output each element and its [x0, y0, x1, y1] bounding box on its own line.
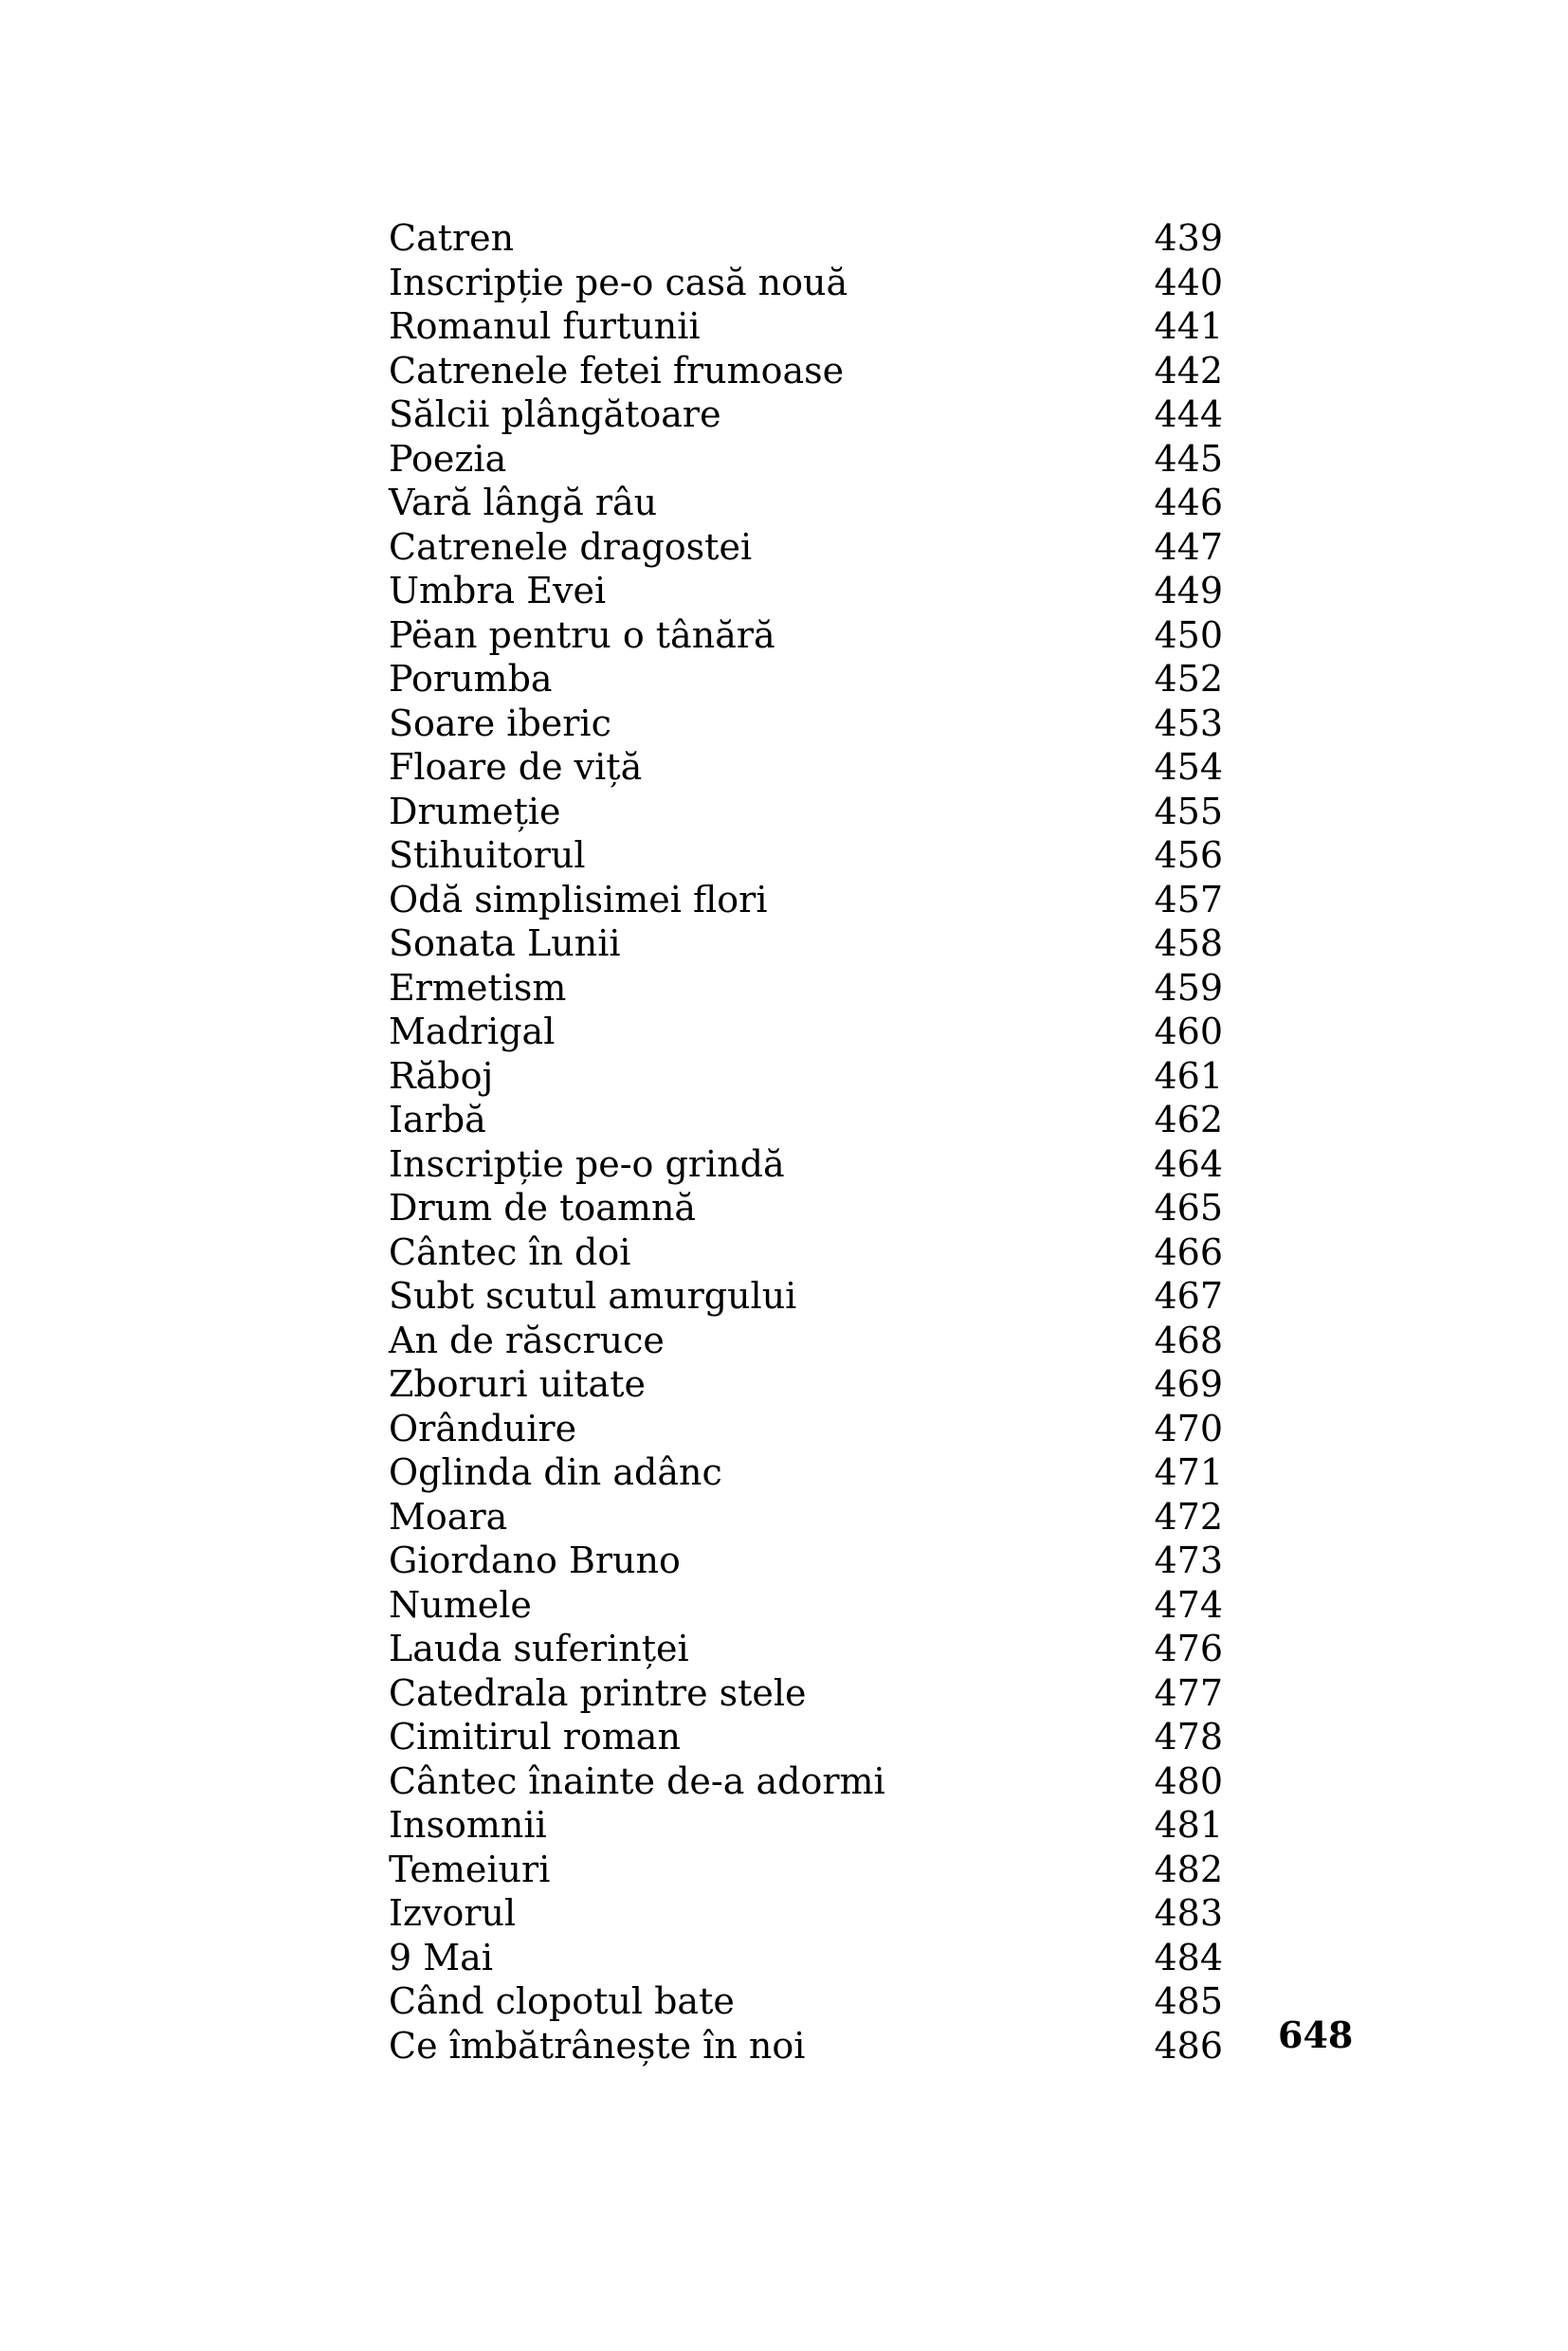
toc-entry-page-number: 445 [1154, 437, 1223, 480]
toc-entry [389, 261, 1223, 305]
toc-entry-page-number: 461 [1154, 1054, 1223, 1097]
toc-entry [389, 216, 1223, 261]
table-of-contents [389, 216, 1223, 2068]
toc-entry-title: Când clopotul bate [389, 1980, 735, 2022]
toc-entry [389, 1407, 1223, 1451]
toc-entry-title: Catren [389, 217, 515, 259]
toc-entry [389, 657, 1223, 702]
toc-entry-title: Soare iberic [389, 702, 611, 744]
toc-entry-page-number: 452 [1154, 658, 1223, 700]
toc-entry [389, 1539, 1223, 1583]
toc-entry [389, 1010, 1223, 1054]
toc-entry-title: Vară lângă râu [389, 482, 658, 523]
toc-entry-page-number: 455 [1154, 790, 1223, 832]
toc-entry-page-number: 469 [1154, 1363, 1223, 1405]
toc-entry-title: Oglinda din adânc [389, 1451, 722, 1493]
toc-entry [389, 1759, 1223, 1804]
toc-entry-page-number: 470 [1154, 1407, 1223, 1449]
toc-entry-title: Madrigal [389, 1011, 556, 1052]
toc-entry [389, 1936, 1223, 1980]
toc-entry-title: Catrenele fetei frumoase [389, 349, 845, 392]
toc-entry-title: Drum de toamnă [389, 1187, 697, 1229]
toc-entry-page-number: 484 [1154, 1936, 1223, 1978]
toc-entry [389, 2024, 1223, 2069]
toc-entry-page-number: 472 [1154, 1495, 1223, 1538]
toc-entry [389, 392, 1223, 437]
toc-entry-page-number: 442 [1154, 349, 1223, 392]
toc-entry-title: Răboj [389, 1054, 494, 1097]
toc-entry-title: Ce îmbătrânește în noi [389, 2024, 806, 2067]
toc-entry-title: Poezia [389, 437, 507, 480]
toc-entry [389, 569, 1223, 613]
toc-entry [389, 745, 1223, 790]
toc-entry [389, 304, 1223, 349]
toc-entry [389, 1450, 1223, 1495]
toc-entry [389, 702, 1223, 746]
toc-entry-title: Porumba [389, 658, 553, 700]
toc-entry-title: An de răscruce [389, 1319, 665, 1361]
toc-entry-page-number: 439 [1154, 217, 1223, 259]
toc-entry-page-number: 458 [1154, 922, 1223, 964]
toc-entry [389, 1186, 1223, 1230]
toc-entry [389, 1627, 1223, 1671]
toc-entry [389, 1098, 1223, 1142]
toc-entry-title: Stihuitorul [389, 834, 586, 876]
toc-entry-page-number: 441 [1154, 305, 1223, 347]
toc-entry-page-number: 449 [1154, 570, 1223, 611]
toc-entry-title: Floare de viță [389, 746, 643, 788]
toc-entry [389, 1142, 1223, 1187]
toc-entry-title: Lauda suferinței [389, 1628, 689, 1669]
toc-entry-title: Subt scutul amurgului [389, 1275, 797, 1317]
toc-entry-page-number: 468 [1154, 1319, 1223, 1361]
toc-entry-page-number: 444 [1154, 393, 1223, 435]
toc-entry [389, 525, 1223, 570]
toc-entry-page-number: 456 [1154, 834, 1223, 876]
toc-entry-page-number: 446 [1154, 482, 1223, 523]
toc-entry-page-number: 460 [1154, 1011, 1223, 1052]
toc-entry-page-number: 454 [1154, 746, 1223, 788]
toc-entry-title: Temeiuri [389, 1848, 551, 1890]
toc-entry-page-number: 476 [1154, 1628, 1223, 1669]
toc-entry [389, 790, 1223, 834]
toc-entry [389, 1671, 1223, 1716]
toc-entry-title: Drumeție [389, 790, 561, 832]
toc-entry [389, 613, 1223, 658]
toc-entry [389, 1274, 1223, 1319]
toc-entry-page-number: 485 [1154, 1980, 1223, 2022]
toc-entry-page-number: 440 [1154, 261, 1223, 303]
toc-entry [389, 1979, 1223, 2024]
toc-entry-page-number: 471 [1154, 1451, 1223, 1493]
toc-entry [389, 1848, 1223, 1892]
toc-entry-page-number: 473 [1154, 1540, 1223, 1581]
toc-entry-page-number: 466 [1154, 1230, 1223, 1273]
toc-entry-title: Cântec înainte de-a adormi [389, 1759, 885, 1802]
toc-entry-title: Giordano Bruno [389, 1540, 681, 1581]
toc-entry-title: Moara [389, 1495, 508, 1538]
toc-entry [389, 1362, 1223, 1407]
toc-entry-title: Inscripție pe-o casă nouă [389, 261, 848, 303]
toc-entry-title: Sonata Lunii [389, 922, 621, 964]
toc-entry [389, 481, 1223, 525]
toc-entry-title: Izvorul [389, 1892, 517, 1934]
toc-entry-title: Romanul furtunii [389, 305, 701, 347]
toc-entry-title: Orânduire [389, 1407, 577, 1449]
toc-entry-page-number: 477 [1154, 1671, 1223, 1714]
toc-entry-page-number: 467 [1154, 1275, 1223, 1317]
toc-entry-page-number: 453 [1154, 702, 1223, 744]
toc-entry [389, 921, 1223, 966]
toc-entry-title: Inscripție pe-o grindă [389, 1142, 785, 1185]
toc-entry-page-number: 483 [1154, 1892, 1223, 1934]
toc-entry [389, 878, 1223, 922]
toc-entry-title: Catrenele dragostei [389, 525, 753, 568]
page-number: 648 [1278, 2014, 1354, 2056]
toc-entry-page-number: 450 [1154, 613, 1223, 656]
toc-entry-title: Cimitirul roman [389, 1716, 681, 1758]
toc-entry-page-number: 464 [1154, 1142, 1223, 1185]
toc-entry [389, 833, 1223, 878]
toc-entry [389, 966, 1223, 1011]
toc-entry-page-number: 486 [1154, 2024, 1223, 2067]
toc-entry [389, 437, 1223, 482]
toc-entry-title: 9 Mai [389, 1936, 493, 1978]
toc-entry-title: Ermetism [389, 966, 567, 1009]
toc-entry [389, 1495, 1223, 1540]
toc-entry-title: Catedrala printre stele [389, 1671, 807, 1714]
toc-entry-page-number: 459 [1154, 966, 1223, 1009]
toc-entry-page-number: 462 [1154, 1099, 1223, 1140]
toc-entry-title: Cântec în doi [389, 1230, 631, 1273]
toc-entry-title: Iarbă [389, 1099, 486, 1140]
toc-entry-title: Pëan pentru o tânără [389, 613, 775, 656]
toc-entry-page-number: 480 [1154, 1759, 1223, 1802]
toc-entry [389, 1583, 1223, 1628]
toc-entry-title: Sălcii plângătoare [389, 393, 721, 435]
toc-entry-title: Zboruri uitate [389, 1363, 646, 1405]
toc-entry-page-number: 474 [1154, 1583, 1223, 1626]
toc-entry [389, 1319, 1223, 1363]
toc-entry-page-number: 482 [1154, 1848, 1223, 1890]
toc-entry [389, 1715, 1223, 1759]
toc-entry [389, 1054, 1223, 1099]
toc-entry-title: Odă simplisimei flori [389, 878, 768, 920]
toc-entry-title: Insomnii [389, 1804, 547, 1846]
toc-entry-title: Numele [389, 1583, 532, 1626]
toc-entry [389, 1891, 1223, 1936]
toc-entry-page-number: 465 [1154, 1187, 1223, 1229]
toc-entry-title: Umbra Evei [389, 570, 607, 611]
toc-entry [389, 349, 1223, 393]
toc-entry [389, 1803, 1223, 1848]
toc-entry-page-number: 447 [1154, 525, 1223, 568]
toc-entry-page-number: 481 [1154, 1804, 1223, 1846]
toc-entry-page-number: 478 [1154, 1716, 1223, 1758]
toc-entry-page-number: 457 [1154, 878, 1223, 920]
toc-entry [389, 1230, 1223, 1275]
